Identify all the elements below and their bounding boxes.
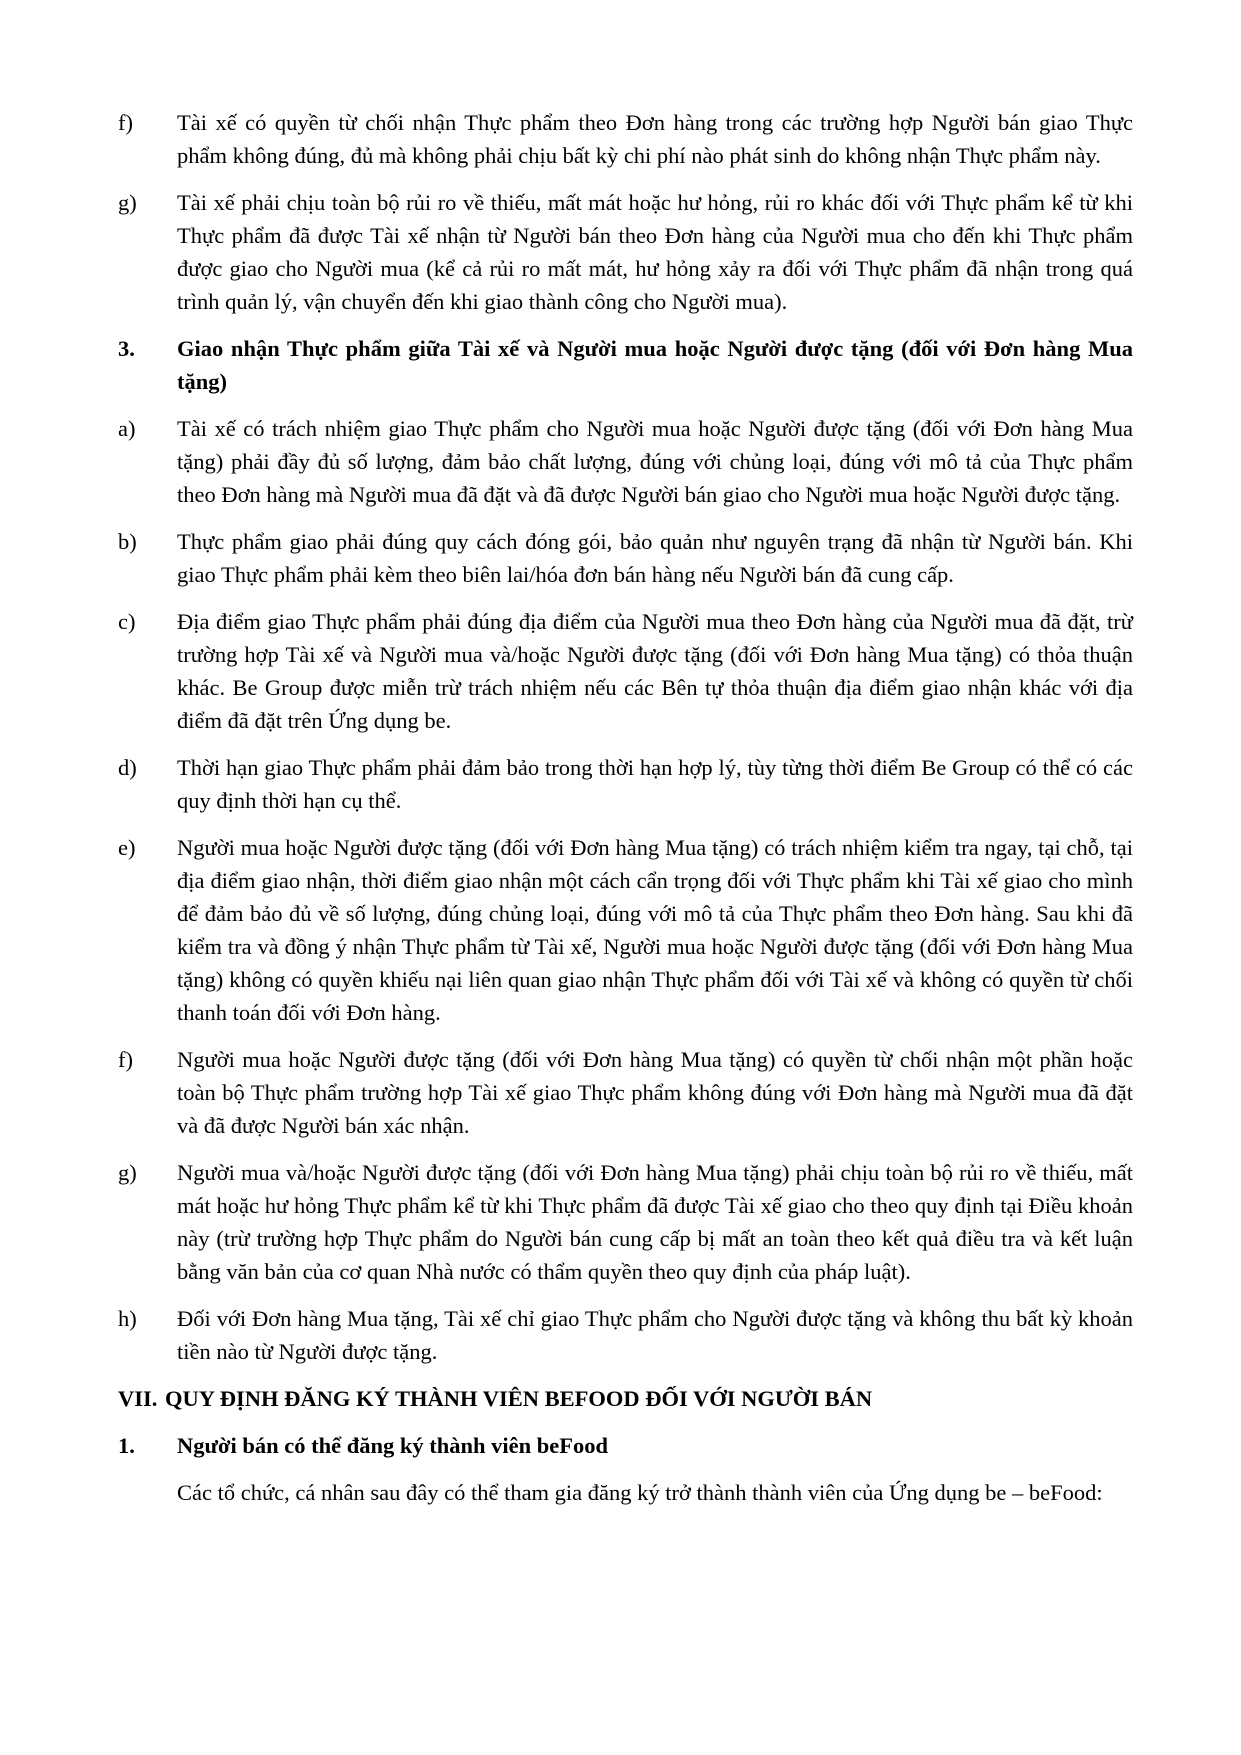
paragraph-text: Các tổ chức, cá nhân sau đây có thể tham gia đăng ký trở thành thành viên của Ứng dụng be – beFood: xyxy=(177,1480,1103,1505)
list-item-h xyxy=(118,1302,1133,1368)
list-item-c xyxy=(118,605,1133,737)
list-item-f2 xyxy=(118,1043,1133,1142)
section-7-heading xyxy=(118,1382,1133,1415)
subsection-title: Người bán có thể đăng ký thành viên beFood xyxy=(177,1433,609,1458)
list-item-label: b) xyxy=(118,529,137,554)
list-item-text: Tài xế phải chịu toàn bộ rủi ro về thiếu, mất mát hoặc hư hỏng, rủi ro khác đối với Thực phẩm kể từ khi Thực phẩm đã được Tài xế nhận từ Người bán theo Đơn hàng của Người mua cho đến khi Thực phẩm được giao cho Người mua (kể cả rủi ro mất mát, hư hỏng xảy ra đối với Thực phẩm đã nhận trong quá trình quản lý, vận chuyển đến khi giao thành công cho Người mua). xyxy=(177,190,1133,314)
list-item-text: Người mua hoặc Người được tặng (đối với Đơn hàng Mua tặng) có quyền từ chối nhận một phần hoặc toàn bộ Thực phẩm trường hợp Tài xế giao Thực phẩm không đúng với Đơn hàng mà Người mua đã đặt và đã được Người bán xác nhận. xyxy=(177,1047,1133,1138)
subsection-number: 3. xyxy=(118,336,135,361)
section-7-sub-1-heading xyxy=(118,1429,1133,1462)
list-item-label: c) xyxy=(118,609,136,634)
list-item-b xyxy=(118,525,1133,591)
subsection-number: 1. xyxy=(118,1433,135,1458)
list-item-text: Tài xế có trách nhiệm giao Thực phẩm cho Người mua hoặc Người được tặng (đối với Đơn hàng Mua tặng) phải đầy đủ số lượng, đảm bảo chất lượng, đúng với chủng loại, đúng với mô tả của Thực phẩm theo Đơn hàng mà Người mua đã đặt và đã được Người bán giao cho Người mua hoặc Người được tặng. xyxy=(177,416,1133,507)
section-title: QUY ĐỊNH ĐĂNG KÝ THÀNH VIÊN BEFOOD ĐỐI VỚI NGƯỜI BÁN xyxy=(165,1386,873,1411)
list-item-text: Người mua và/hoặc Người được tặng (đối với Đơn hàng Mua tặng) phải chịu toàn bộ rủi ro về thiếu, mất mát hoặc hư hỏng Thực phẩm kể từ khi Thực phẩm đã được Tài xế giao cho theo quy định tại Điều khoản này (trừ trường hợp Thực phẩm do Người bán cung cấp bị mất an toàn theo kết quả điều tra và kết luận bằng văn bản của cơ quan Nhà nước có thẩm quyền theo quy định của pháp luật). xyxy=(177,1160,1133,1284)
list-item-text: Người mua hoặc Người được tặng (đối với Đơn hàng Mua tặng) có trách nhiệm kiểm tra ngay, tại chỗ, tại địa điểm giao nhận, thời điểm giao nhận một cách cẩn trọng đối với Thực phẩm khi Tài xế giao cho mình để đảm bảo đủ về số lượng, đúng chủng loại, đúng với mô tả của Thực phẩm theo Đơn hàng. Sau khi đã kiểm tra và đồng ý nhận Thực phẩm từ Tài xế, Người mua hoặc Người được tặng (đối với Đơn hàng Mua tặng) không có quyền khiếu nại liên quan giao nhận Thực phẩm đối với Tài xế và không có quyền từ chối thanh toán đối với Đơn hàng. xyxy=(177,835,1133,1025)
list-item-label: g) xyxy=(118,1160,137,1185)
list-item-g xyxy=(118,186,1133,318)
list-item-label: h) xyxy=(118,1306,137,1331)
list-item-text: Thời hạn giao Thực phẩm phải đảm bảo trong thời hạn hợp lý, tùy từng thời điểm Be Group có thể có các quy định thời hạn cụ thể. xyxy=(177,755,1133,813)
list-item-label: e) xyxy=(118,835,136,860)
list-item-label: g) xyxy=(118,190,137,215)
subsection-title: Giao nhận Thực phẩm giữa Tài xế và Người mua hoặc Người được tặng (đối với Đơn hàng Mua tặng) xyxy=(177,336,1133,394)
list-item-label: f) xyxy=(118,1047,133,1072)
list-item-label: a) xyxy=(118,416,136,441)
list-item-label: d) xyxy=(118,755,137,780)
list-item-d xyxy=(118,751,1133,817)
list-item-text: Thực phẩm giao phải đúng quy cách đóng gói, bảo quản như nguyên trạng đã nhận từ Người bán. Khi giao Thực phẩm phải kèm theo biên lai/hóa đơn bán hàng nếu Người bán đã cung cấp. xyxy=(177,529,1133,587)
list-item-f xyxy=(118,106,1133,172)
section-7-intro-paragraph xyxy=(177,1476,1133,1509)
list-item-g2 xyxy=(118,1156,1133,1288)
list-item-e xyxy=(118,831,1133,1029)
section-number: VII. xyxy=(118,1386,158,1411)
list-item-text: Địa điểm giao Thực phẩm phải đúng địa điểm của Người mua theo Đơn hàng của Người mua đã đặt, trừ trường hợp Tài xế và Người mua và/hoặc Người được tặng (đối với Đơn hàng Mua tặng) có thỏa thuận khác. Be Group được miễn trừ trách nhiệm nếu các Bên tự thỏa thuận địa điểm giao nhận khác với địa điểm đã đặt trên Ứng dụng be. xyxy=(177,609,1133,733)
list-item-label: f) xyxy=(118,110,133,135)
list-item-text: Đối với Đơn hàng Mua tặng, Tài xế chỉ giao Thực phẩm cho Người được tặng và không thu bất kỳ khoản tiền nào từ Người được tặng. xyxy=(177,1306,1133,1364)
list-item-text: Tài xế có quyền từ chối nhận Thực phẩm theo Đơn hàng trong các trường hợp Người bán giao Thực phẩm không đúng, đủ mà không phải chịu bất kỳ chi phí nào phát sinh do không nhận Thực phẩm này. xyxy=(177,110,1133,168)
subsection-3-heading xyxy=(118,332,1133,398)
list-item-a xyxy=(118,412,1133,511)
